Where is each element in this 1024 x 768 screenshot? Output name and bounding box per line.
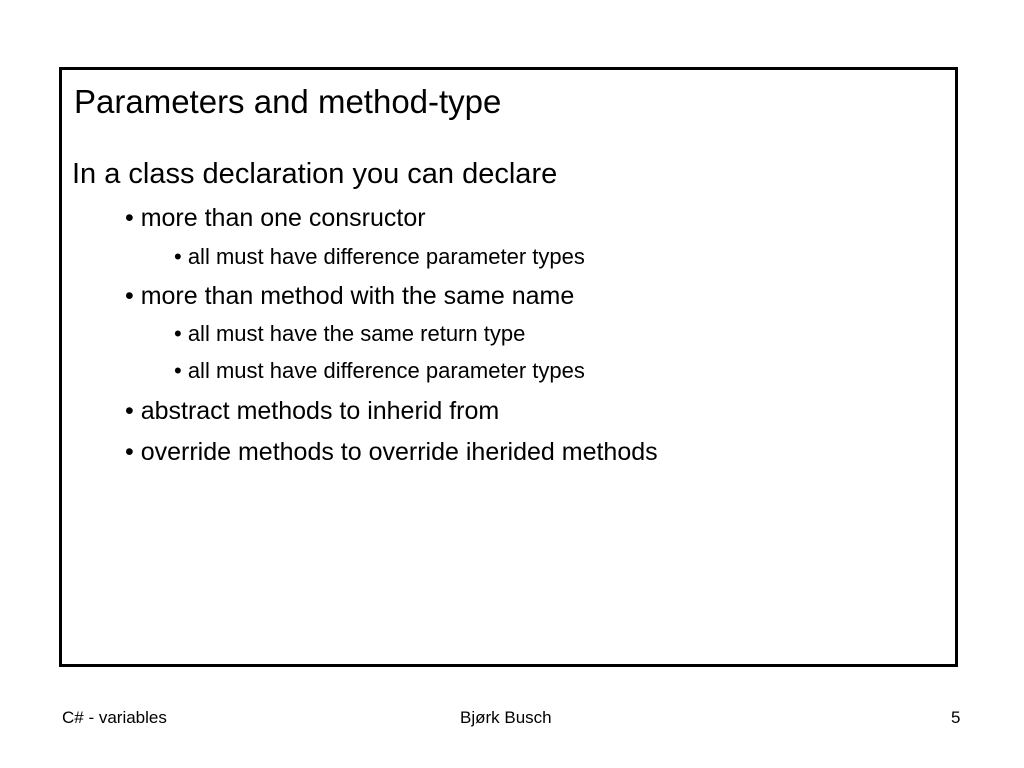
bullet-level2: • all must have the same return type <box>174 321 526 346</box>
footer-page-number: 5 <box>951 708 961 727</box>
bullet-level1: • abstract methods to inherid from <box>125 397 500 425</box>
footer-course-label: C# - variables <box>62 708 167 727</box>
footer-author: Bjørk Busch <box>460 708 552 727</box>
slide-title: Parameters and method-type <box>74 83 502 120</box>
bullet-level2: • all must have difference parameter types <box>174 358 585 383</box>
bullet-level2: • all must have difference parameter types <box>174 244 585 269</box>
slide-content-frame <box>59 67 958 667</box>
bullet-level1: • more than one consructor <box>125 204 426 232</box>
bullet-level1: • more than method with the same name <box>125 282 575 310</box>
bullet-level1: • override methods to override iherided methods <box>125 438 658 466</box>
intro-text: In a class declaration you can declare <box>72 158 558 190</box>
